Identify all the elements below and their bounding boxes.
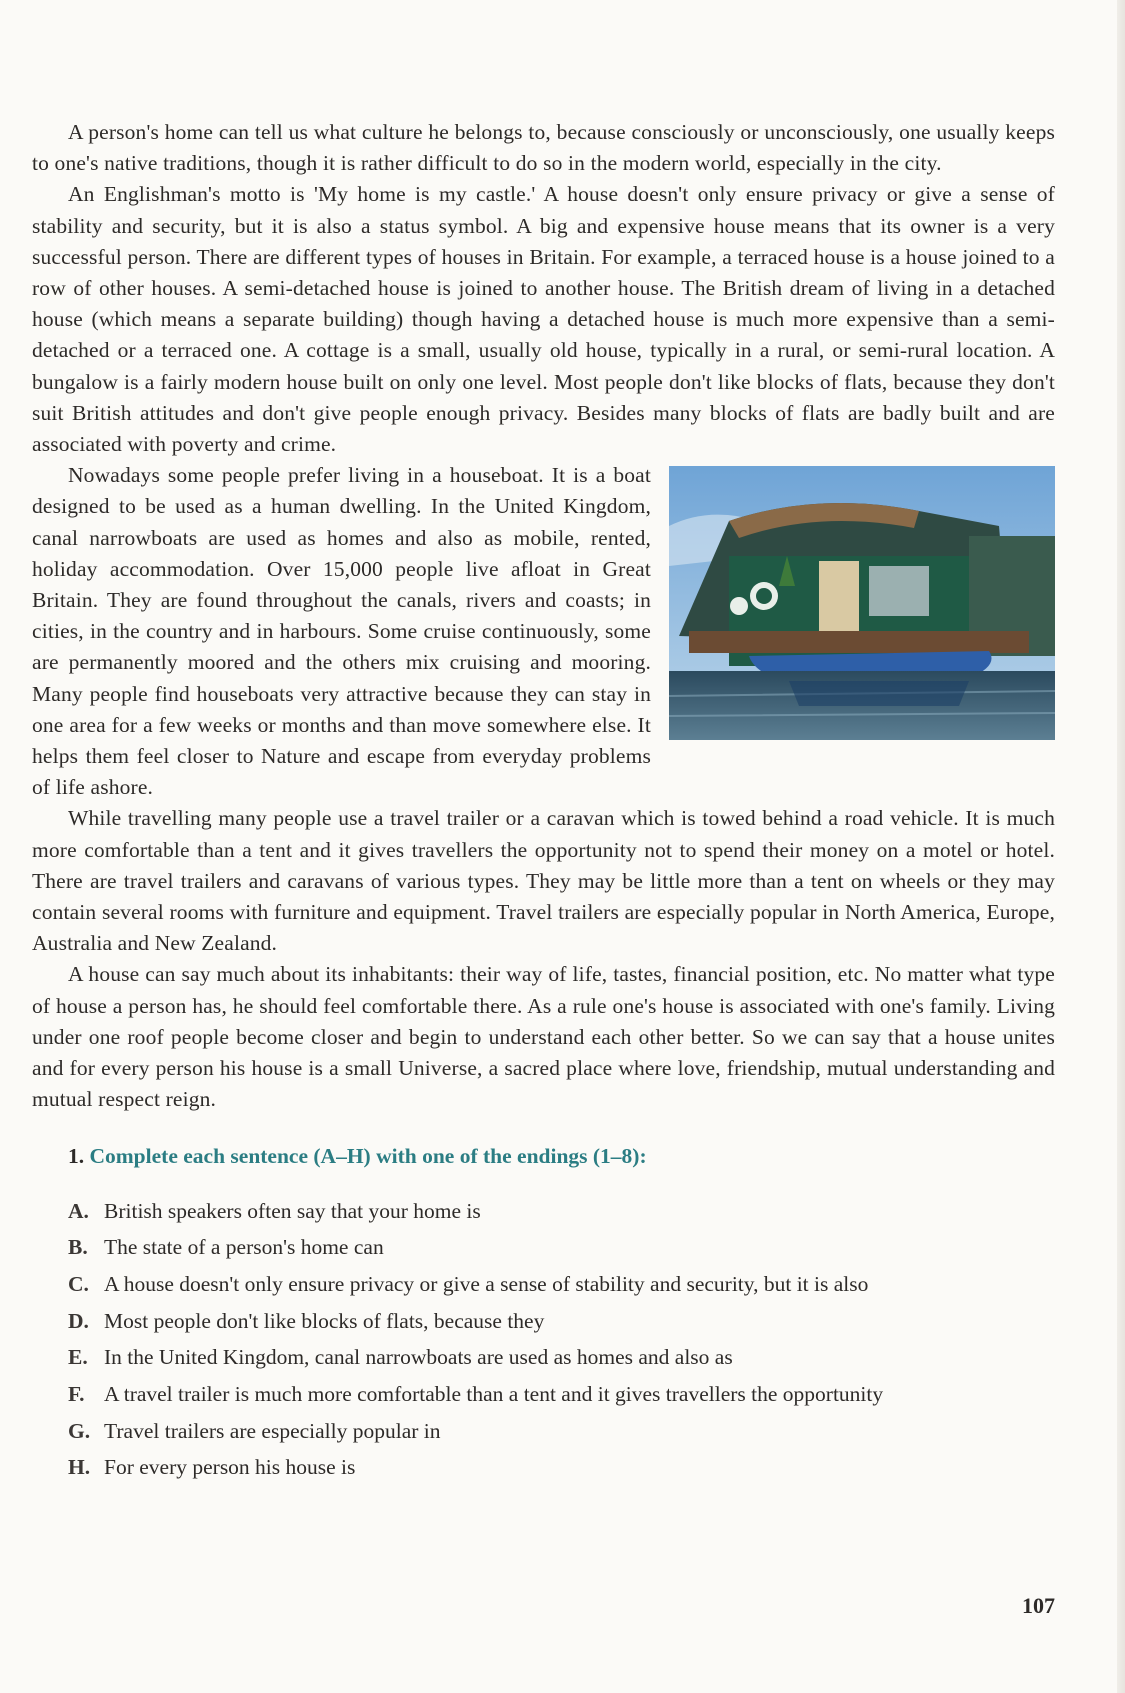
item-letter: G. <box>68 1418 91 1443</box>
exercise-heading <box>68 1144 1055 1169</box>
list-item <box>32 1229 1055 1266</box>
paragraph-englishman-motto: An Englishman's motto is 'My home is my castle.' A house doesn't only ensure privacy or give a sense of stability and security, but it is also a status symbol. A big and expensive house means that its owner is a very successful person. There are different types of houses in Britain. For example, a terraced house is a house joined to a row of other houses. A semi-detached house is joined to another house. The British dream of living in a detached house (which means a separate building) though having a detached house is much more expensive than a semi-detached or a terraced one. A cottage is a small, usually old house, typically in a rural, or semi-rural location. A bungalow is a fairly modern house built on only one level. Most people don't like blocks of flats, because they don't suit British attitudes and don't give people enough privacy. Besides many blocks of flats are badly built and are associated with poverty and crime. <box>32 182 1055 457</box>
list-item <box>32 1266 1055 1303</box>
paragraph-intro: A person's home can tell us what culture he belongs to, because consciously or unconsciously, one usually keeps to one's native traditions, though it is rather difficult to do so in the modern world, especially in the city. <box>32 120 1055 176</box>
houseboat-photo <box>669 466 1055 740</box>
exercise-instruction: Complete each sentence (A–H) with one of the endings (1–8): <box>89 1143 647 1168</box>
item-letter: F. <box>68 1382 85 1407</box>
item-letter: B. <box>68 1235 88 1260</box>
item-letter: E. <box>68 1345 88 1370</box>
item-letter: A. <box>68 1198 89 1223</box>
paragraph-house-inhabitants: A house can say much about its inhabitants: their way of life, tastes, financial position, etc. No matter what type of house a person has, he should feel comfortable there. As a rule one's house is associated with one's family. Living under one roof people become closer and begin to understand each other better. So we can say that a house unites and for every person his house is a small Universe, a sacred place where love, friendship, mutual understanding and mutual respect reign. <box>32 962 1055 1112</box>
item-letter: H. <box>68 1455 91 1480</box>
list-item <box>32 1303 1055 1340</box>
paragraph-houseboat: Nowadays some people prefer living in a houseboat. It is a boat designed to be used as a human dwelling. In the United Kingdom, canal narrowboats are used as homes and also as mobile, rented, holiday accommodation. Over 15,000 people live afloat in Great Britain. They are found throughout the canals, rivers and coasts; in cities, in the country and in harbours. Some cruise continuously, some are permanently moored and the others mix cruising and mooring. Many people find houseboats very attractive because they can stay in one area for a few weeks or months and than move somewhere else. It helps them feel closer to Nature and escape from everyday problems of life ashore. <box>32 463 651 800</box>
exercise-number: 1. <box>68 1143 85 1168</box>
item-text: British speakers often say that your home is <box>104 1198 481 1223</box>
item-text: Travel trailers are especially popular in <box>104 1418 441 1443</box>
item-text: A travel trailer is much more comfortable than a tent and it gives travellers the opportunity <box>104 1382 884 1407</box>
item-text: A house doesn't only ensure privacy or give a sense of stability and security, but it is also <box>104 1271 869 1296</box>
list-item <box>32 1193 1055 1230</box>
item-text: The state of a person's home can <box>104 1235 384 1260</box>
item-letter: D. <box>68 1308 89 1333</box>
list-item <box>32 1449 1055 1486</box>
item-text: In the United Kingdom, canal narrowboats are used as homes and also as <box>104 1345 733 1370</box>
list-item <box>32 1376 1055 1413</box>
page-content <box>32 117 1055 1486</box>
paragraph-travel-trailer: While travelling many people use a travel trailer or a caravan which is towed behind a road vehicle. It is much more comfortable than a tent and it gives travellers the opportunity not to spend their money on a motel or hotel. There are travel trailers and caravans of various types. They may be little more than a tent on wheels or they may contain several rooms with furniture and equipment. Travel trailers are especially popular in North America, Europe, Australia and New Zealand. <box>32 806 1055 956</box>
list-item <box>32 1413 1055 1450</box>
list-item <box>32 1339 1055 1376</box>
sentence-list <box>32 1193 1055 1487</box>
item-text: For every person his house is <box>104 1455 356 1480</box>
item-letter: C. <box>68 1271 89 1296</box>
page-edge <box>1117 0 1125 1693</box>
page-number: 107 <box>1022 1593 1055 1618</box>
item-text: Most people don't like blocks of flats, because they <box>104 1308 545 1333</box>
